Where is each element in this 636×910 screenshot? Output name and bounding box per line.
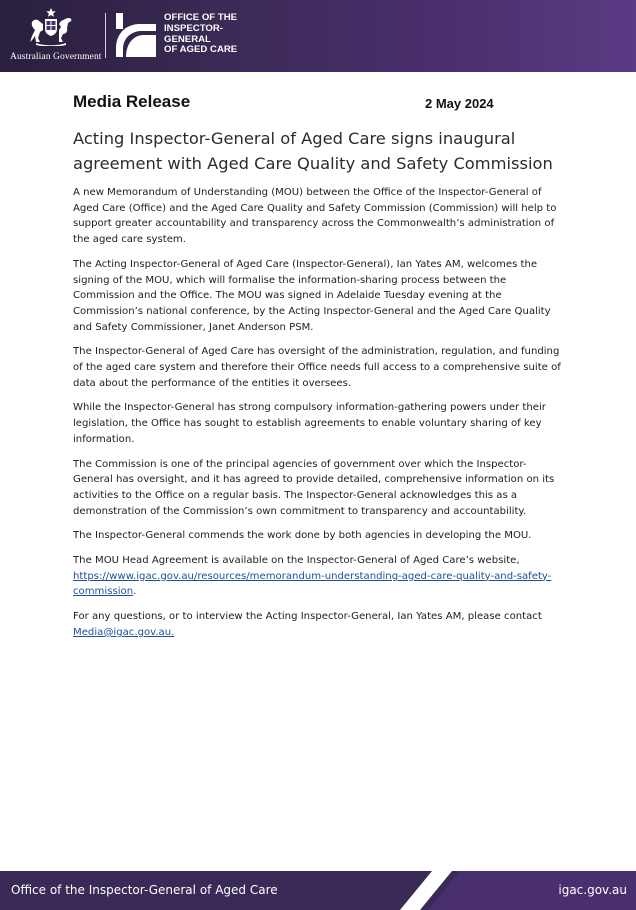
body-text <box>73 185 565 641</box>
page-footer <box>0 871 636 910</box>
office-title-line: OF AGED CARE <box>164 44 238 56</box>
office-title-line: GENERAL <box>164 33 211 45</box>
footer-website[interactable]: igac.gov.au <box>558 883 627 897</box>
government-crest <box>10 8 102 68</box>
office-title-line: OFFICE OF THE <box>164 12 238 23</box>
paragraph: A new Memorandum of Understanding (MOU) between the Office of the Inspector-General of Aged Care (Office) and the Aged Care Quality and Safety Commission (Commission) will help to support greater accountability and transparency across the Commonwealth’s administration of the aged care system. <box>73 187 557 246</box>
website-paragraph-text: The MOU Head Agreement is available on the Inspector-General of Aged Care’s website, <box>73 555 520 567</box>
commonwealth-coat-of-arms-icon <box>28 8 74 46</box>
igac-logo-icon <box>116 13 156 57</box>
paragraph: The Acting Inspector-General of Aged Care (Inspector-General), Ian Yates AM, welcomes the signing of the MOU, which will formalise the information-sharing process between the Commission and the Office. The MOU was signed in Adelaide Tuesday evening at the Commission’s national conference, by the Acting Inspector-General and the Aged Care Quality and Safety Commissioner, Janet Anderson PSM. <box>73 258 551 333</box>
government-caption: Australian Government <box>10 52 102 62</box>
paragraph: The Inspector-General of Aged Care has oversight of the administration, regulation, and funding of the aged care system and therefore their Office needs full access to a comprehensive suite of data about the performance of the entities it oversees. <box>73 346 561 389</box>
mou-link[interactable]: https://www.igac.gov.au/resources/memorandum-understanding-aged-care-quality-and-safety-commission <box>73 570 552 598</box>
media-email-link[interactable]: Media@igac.gov.au. <box>73 626 175 638</box>
release-row <box>73 92 565 114</box>
contact-paragraph <box>73 609 563 640</box>
release-date: 2 May 2024 <box>425 96 494 111</box>
website-paragraph-end: . <box>133 586 137 598</box>
website-paragraph <box>73 553 563 600</box>
paragraph: The Commission is one of the principal agencies of government over which the Inspector-General has oversight, and it has agreed to provide detailed, comprehensive information on its activities to the Office on a regular basis. The Inspector-General acknowledges this as a demonstration of the Commission’s own commitment to transparency and accountability. <box>73 458 555 517</box>
contact-paragraph-text: For any questions, or to interview the Acting Inspector-General, Ian Yates AM, please contact <box>73 611 542 623</box>
paragraph: The Inspector-General commends the work done by both agencies in developing the MOU. <box>73 530 532 542</box>
document-body <box>73 92 565 650</box>
paragraph: While the Inspector-General has strong compulsory information-gathering powers under their legislation, the Office has sought to establish agreements to enable voluntary sharing of key information. <box>73 402 546 445</box>
media-release-label: Media Release <box>73 92 191 111</box>
page-header <box>0 0 636 72</box>
footer-office-name: Office of the Inspector-General of Aged Care <box>11 883 278 897</box>
office-title <box>164 13 274 56</box>
header-divider <box>105 13 106 58</box>
office-logo <box>116 13 156 57</box>
headline: Acting Inspector-General of Aged Care signs inaugural agreement with Aged Care Quality and Safety Commission <box>73 129 553 173</box>
office-title-line: INSPECTOR- <box>164 22 223 34</box>
